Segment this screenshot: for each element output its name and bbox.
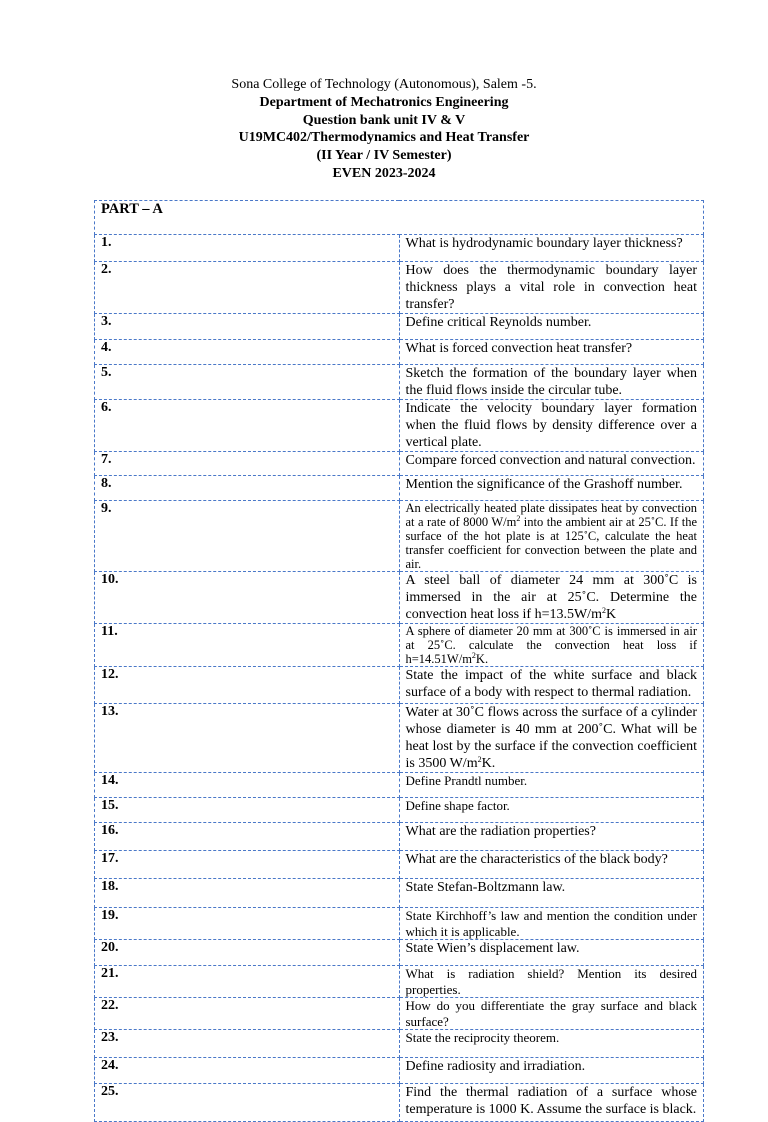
question-text: What is radiation shield? Mention its desired properties.: [399, 966, 704, 998]
academic-session: EVEN 2023-2024: [332, 165, 436, 181]
question-text: Define critical Reynolds number.: [399, 314, 704, 340]
question-text: [399, 572, 704, 624]
question-row: [95, 476, 704, 501]
question-row: [95, 1084, 704, 1122]
question-row: [95, 704, 704, 773]
question-row: [95, 908, 704, 940]
question-number: 7.: [95, 452, 400, 476]
question-text-part: into the ambient air at 25˚C. If the surface of the hot plate is at 125˚C, calculate the heat transfer coefficient for convection between the plate and air.: [405, 515, 697, 571]
document-header: [0, 76, 768, 183]
question-row: [95, 879, 704, 908]
question-text: [399, 704, 704, 773]
question-number: 11.: [95, 624, 400, 667]
question-text: How does the thermodynamic boundary layer thickness plays a vital role in convection heat transfer?: [399, 262, 704, 314]
question-number: 18.: [95, 879, 400, 908]
question-number: 19.: [95, 908, 400, 940]
part-header-row: [95, 201, 704, 235]
question-text: [399, 501, 704, 572]
question-text-part: A sphere of diameter 20 mm at 300˚C is immersed in air at 25˚C. calculate the convection heat loss if h=14.51W/m: [405, 624, 697, 666]
question-row: [95, 823, 704, 851]
question-number: 12.: [95, 667, 400, 704]
question-text: Define Prandtl number.: [399, 773, 704, 798]
question-row: [95, 940, 704, 966]
question-text: Find the thermal radiation of a surface whose temperature is 1000 K. Assume the surface is black.: [399, 1084, 704, 1122]
question-text: State Stefan-Boltzmann law.: [399, 879, 704, 908]
question-number: 3.: [95, 314, 400, 340]
question-row: [95, 667, 704, 704]
question-text-part: An electrically heated plate dissipates heat by convection at a rate of 8000 W/m: [405, 501, 697, 529]
question-text-part: K.: [475, 652, 489, 666]
question-number: 1.: [95, 235, 400, 262]
question-text: Sketch the formation of the boundary layer when the fluid flows inside the circular tube.: [399, 365, 704, 400]
question-text: Mention the significance of the Grashoff number.: [399, 476, 704, 501]
question-text: State Kirchhoff’s law and mention the condition under which it is applicable.: [399, 908, 704, 940]
college-name: Sona College of Technology (Autonomous), Salem -5.: [231, 77, 537, 92]
question-text: [399, 624, 704, 667]
question-text: Compare forced convection and natural convection.: [399, 452, 704, 476]
department-name: Department of Mechatronics Engineering: [259, 94, 509, 110]
question-number: 4.: [95, 340, 400, 365]
question-text: State the reciprocity theorem.: [399, 1030, 704, 1058]
question-row: [95, 773, 704, 798]
question-number: 25.: [95, 1084, 400, 1122]
question-row: [95, 340, 704, 365]
question-text: State Wien’s displacement law.: [399, 940, 704, 966]
question-number: 5.: [95, 365, 400, 400]
question-number: 24.: [95, 1058, 400, 1084]
year-semester: (II Year / IV Semester): [316, 148, 452, 164]
question-number: 17.: [95, 851, 400, 879]
question-text-part: K: [605, 607, 617, 622]
question-text: Define radiosity and irradiation.: [399, 1058, 704, 1084]
question-number: 20.: [95, 940, 400, 966]
question-row: [95, 365, 704, 400]
question-row: [95, 1058, 704, 1084]
question-number: 2.: [95, 262, 400, 314]
question-number: 23.: [95, 1030, 400, 1058]
part-title: PART – A: [95, 201, 704, 235]
question-number: 9.: [95, 501, 400, 572]
question-text-part: A steel ball of diameter 24 mm at 300˚C is immersed in the air at 25˚C. Determine the convection heat loss if h=13.5W/m: [405, 573, 697, 622]
course-title: U19MC402/Thermodynamics and Heat Transfer: [238, 130, 530, 146]
question-row: [95, 966, 704, 998]
question-row: [95, 501, 704, 572]
question-row: [95, 1030, 704, 1058]
question-row: [95, 235, 704, 262]
question-number: 21.: [95, 966, 400, 998]
superscript: 2: [471, 651, 476, 660]
question-number: 13.: [95, 704, 400, 773]
question-row: [95, 452, 704, 476]
question-text: What are the characteristics of the black body?: [399, 851, 704, 879]
question-row: [95, 400, 704, 452]
question-text: Define shape factor.: [399, 798, 704, 823]
question-table: [94, 200, 704, 1122]
question-text: What is hydrodynamic boundary layer thickness?: [399, 235, 704, 262]
question-row: [95, 798, 704, 823]
question-row: [95, 851, 704, 879]
question-text: How do you differentiate the gray surface and black surface?: [399, 998, 704, 1030]
question-row: [95, 262, 704, 314]
question-number: 16.: [95, 823, 400, 851]
question-text-part: K.: [481, 756, 496, 771]
question-number: 10.: [95, 572, 400, 624]
question-text: Indicate the velocity boundary layer formation when the fluid flows by density difference over a vertical plate.: [399, 400, 704, 452]
question-number: 8.: [95, 476, 400, 501]
question-number: 6.: [95, 400, 400, 452]
question-number: 22.: [95, 998, 400, 1030]
question-number: 15.: [95, 798, 400, 823]
superscript: 2: [601, 606, 606, 615]
question-text: What are the radiation properties?: [399, 823, 704, 851]
question-number: 14.: [95, 773, 400, 798]
question-row: [95, 624, 704, 667]
question-text: What is forced convection heat transfer?: [399, 340, 704, 365]
question-row: [95, 314, 704, 340]
question-bank-title: Question bank unit IV & V: [302, 112, 466, 128]
question-text: State the impact of the white surface and black surface of a body with respect to thermal radiation.: [399, 667, 704, 704]
superscript: 2: [516, 514, 521, 523]
question-row: [95, 572, 704, 624]
superscript: 2: [477, 755, 482, 764]
question-text-part: Water at 30˚C flows across the surface of a cylinder whose diameter is 40 mm at 200˚C. What will be heat lost by the surface if the convection coefficient is 3500 W/m: [405, 705, 697, 771]
question-row: [95, 998, 704, 1030]
